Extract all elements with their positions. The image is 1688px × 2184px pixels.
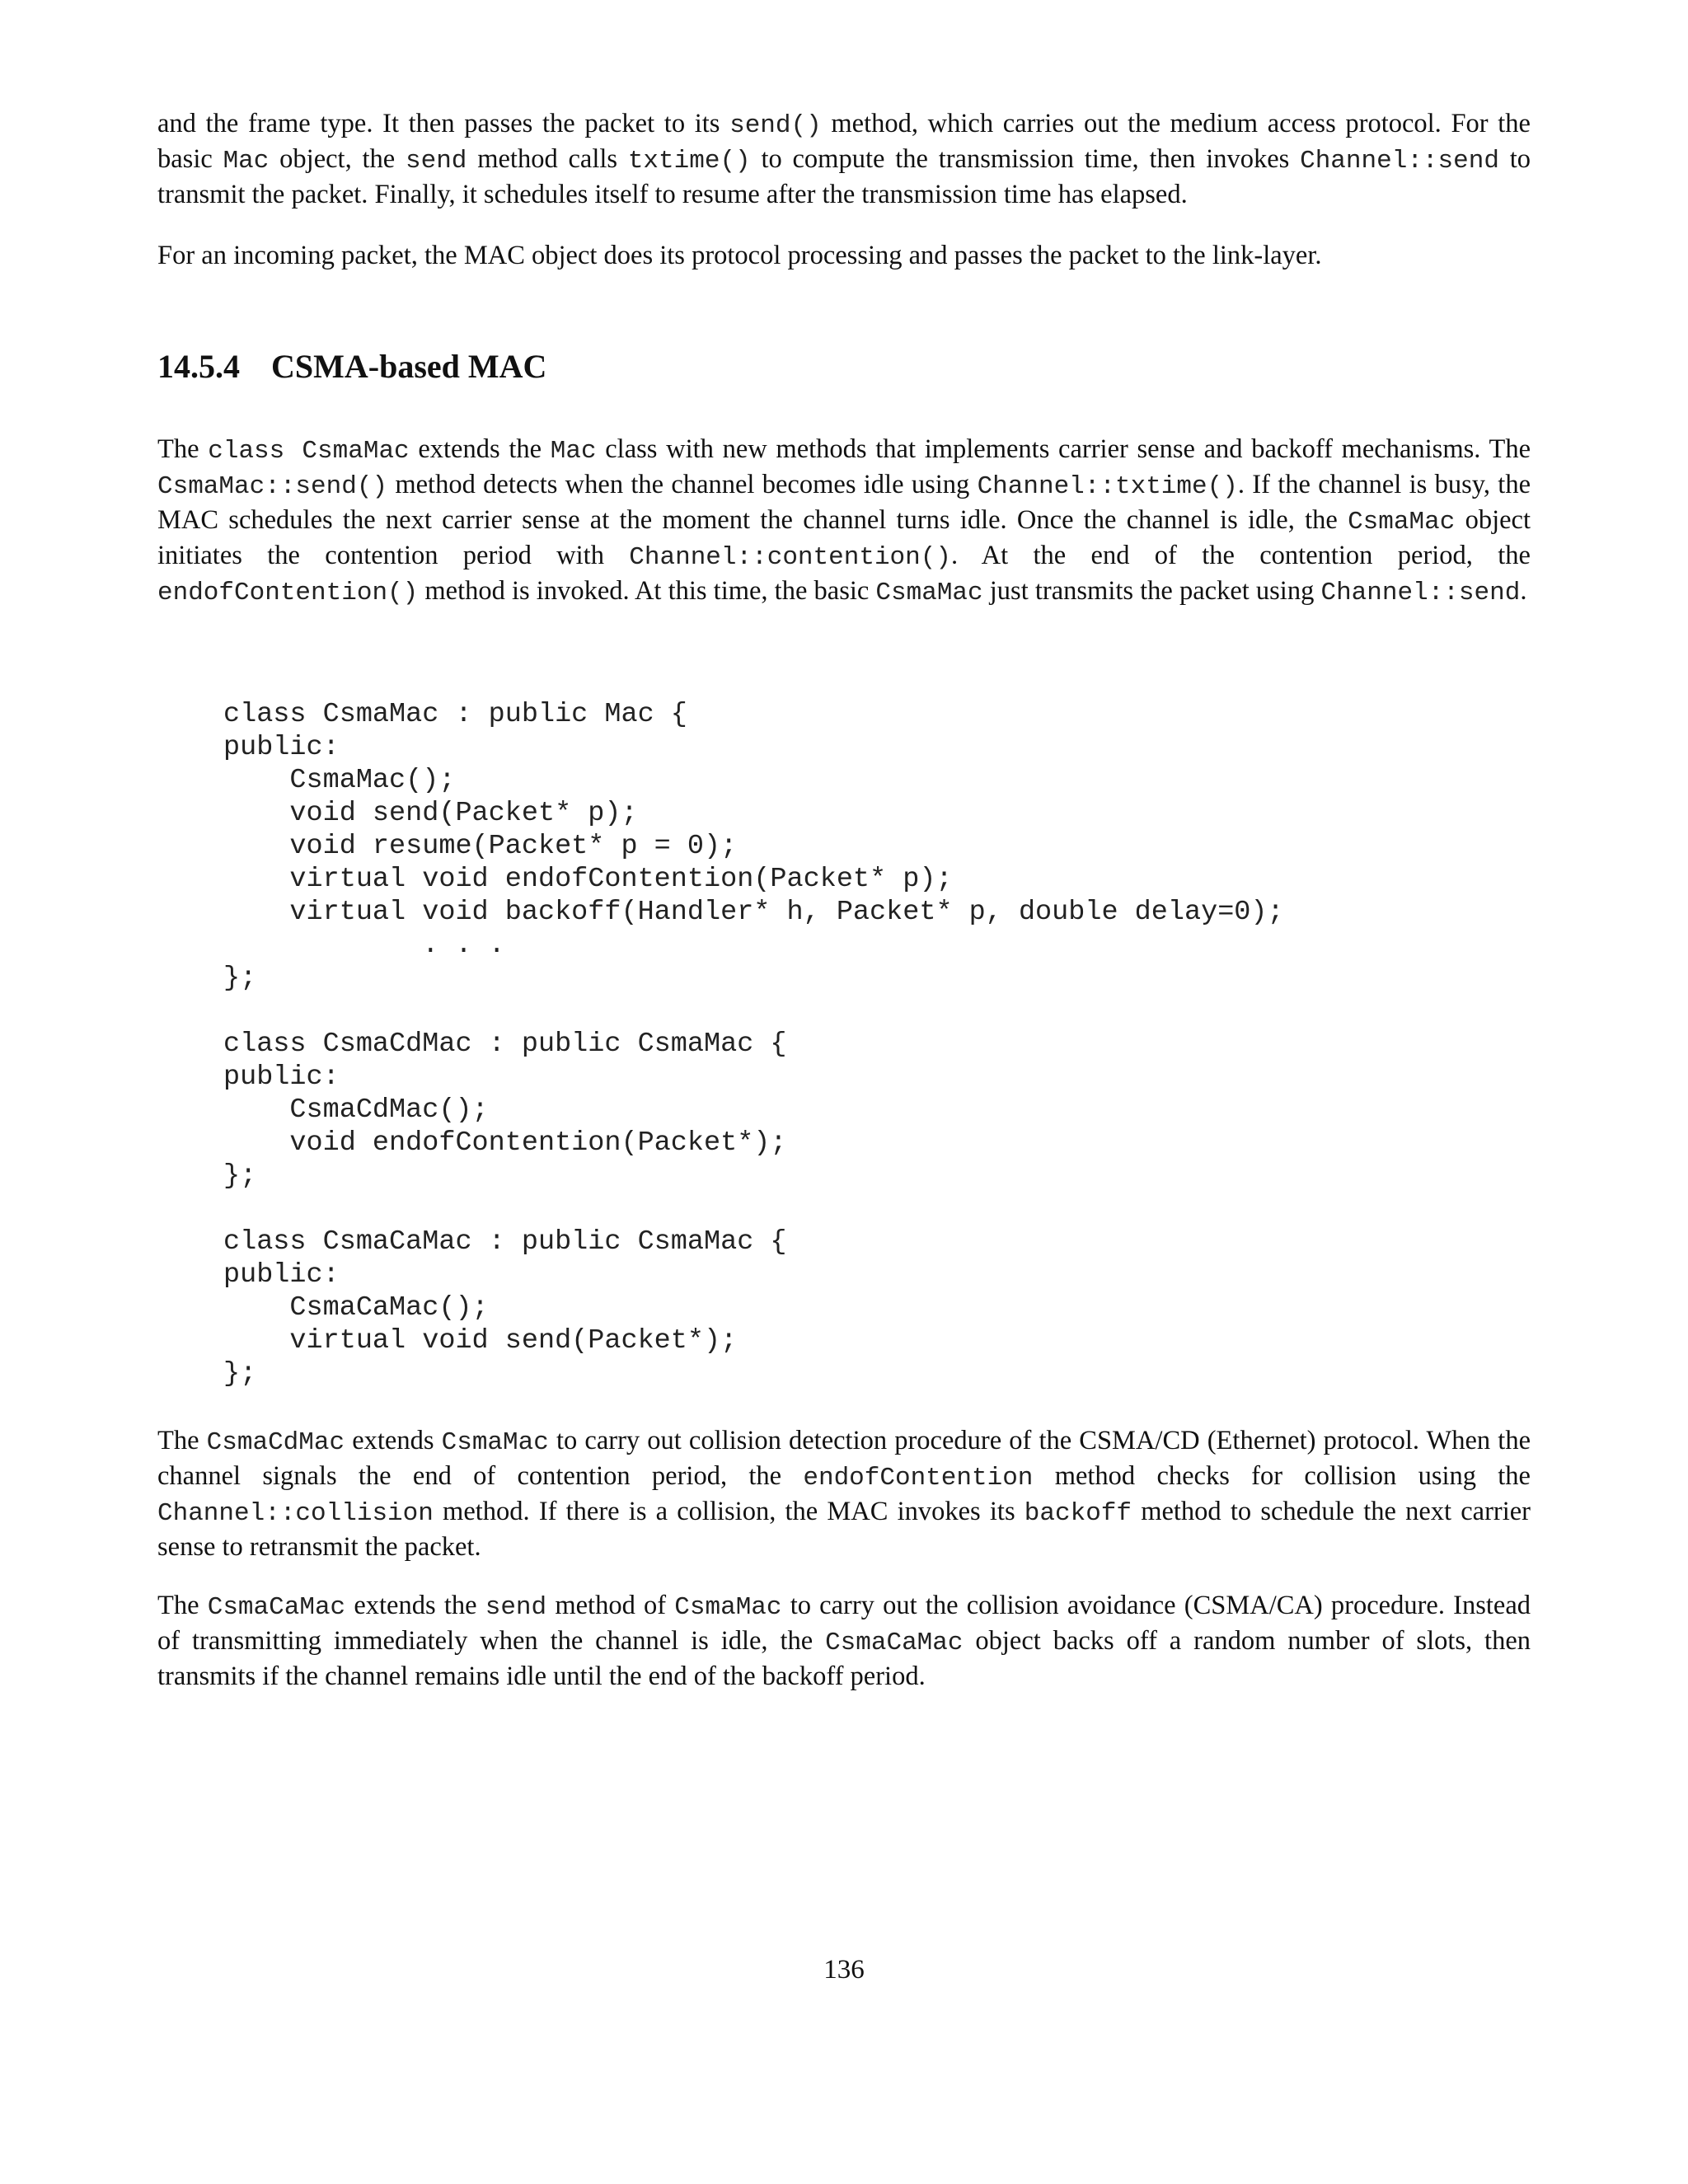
page-number: 136 [823, 1955, 865, 1985]
inline-code: Channel::send [1300, 147, 1499, 176]
section-number: 14.5.4 [157, 348, 240, 385]
inline-code: Mac [550, 437, 597, 466]
inline-code: CsmaCaMac [207, 1593, 346, 1622]
inline-code: CsmaCaMac [825, 1629, 964, 1657]
text-run: The [157, 1591, 208, 1620]
inline-code: CsmaMac [441, 1428, 549, 1457]
text-run: class with new methods that implements carrier sense and backoff mechanisms. The [596, 434, 1538, 464]
text-run: method is invoked. At this time, the basic [418, 576, 876, 606]
code-line: void resume(Packet* p = 0); [223, 831, 738, 862]
inline-code: send [406, 147, 467, 176]
text-run: and the frame type. It then passes the packet to its [157, 109, 730, 138]
code-line: void endofContention(Packet*); [223, 1127, 787, 1159]
inline-code: CsmaMac [875, 579, 983, 607]
section-title: CSMA-based MAC [271, 348, 547, 385]
code-line: void send(Packet* p); [223, 798, 638, 829]
section-heading [157, 346, 546, 387]
text-run: object, the [269, 144, 406, 174]
text-run: method checks for collision using the [1033, 1461, 1538, 1491]
inline-code: class CsmaMac [208, 437, 410, 466]
inline-code: CsmaMac [1348, 508, 1456, 537]
text-run: object initiates the contention period with [157, 505, 1538, 570]
code-line: CsmaMac(); [223, 765, 456, 796]
paragraph-csmacdmac-description [157, 1424, 1538, 1563]
text-run: object backs off a random number of slots, then transmits if the channel remains idle until the end of the backoff period. [157, 1626, 1538, 1691]
code-line: class CsmaMac : public Mac { [223, 699, 687, 730]
text-run: method detects when the channel becomes idle using [387, 470, 978, 499]
text-run: . If the channel is busy, the MAC schedules the next carrier sense at the moment the channel turns idle. Once the channel is idle, the [157, 470, 1538, 535]
inline-code: endofContention() [157, 579, 419, 607]
text-run: . [1520, 576, 1527, 606]
code-line: virtual void backoff(Handler* h, Packet* p, double delay=0); [223, 897, 1284, 928]
text-run: extends the [409, 434, 551, 464]
paragraph-frame-type [157, 107, 1538, 211]
code-line: }; [223, 1160, 257, 1192]
text-run: to compute the transmission time, then invokes [750, 144, 1301, 174]
text-run: method. If there is a collision, the MAC invokes its [433, 1497, 1025, 1526]
code-line: virtual void send(Packet*); [223, 1325, 738, 1357]
inline-code: Channel::txtime() [977, 472, 1238, 501]
text-run: to carry out the collision avoidance (CSMA/CA) procedure. Instead of transmitting immediately when the channel is idle, the [157, 1591, 1538, 1656]
inline-code: send() [729, 111, 822, 140]
text-run: The [157, 1426, 207, 1455]
text-run: method to schedule the next carrier sense to retransmit the packet. [157, 1497, 1538, 1562]
code-line: public: [223, 1062, 340, 1093]
text-run: method calls [467, 144, 628, 174]
text-run: The [157, 434, 209, 464]
code-line: CsmaCdMac(); [223, 1094, 489, 1126]
inline-code: Channel::contention() [629, 543, 951, 572]
inline-code: endofContention [803, 1464, 1034, 1493]
code-line: }; [223, 1358, 257, 1390]
code-line: class CsmaCdMac : public CsmaMac { [223, 1029, 787, 1060]
text-run: to transmit the packet. Finally, it schedules itself to resume after the transmission time has elapsed. [157, 144, 1538, 209]
code-line [223, 1193, 1284, 1226]
code-block [223, 698, 1284, 1390]
text-run: extends the [345, 1591, 485, 1620]
text-run: . At the end of the contention period, the [950, 541, 1538, 570]
inline-code: txtime() [627, 147, 751, 176]
text-run: For an incoming packet, the MAC object does its protocol processing and passes the packet to the link-layer. [157, 241, 1322, 270]
code-line: . . . [223, 930, 505, 961]
code-line: CsmaCaMac(); [223, 1292, 489, 1324]
text-run: to carry out collision detection procedure of the CSMA/CD (Ethernet) protocol. When the channel signals the end of contention period, the [157, 1426, 1538, 1491]
inline-code: CsmaMac::send() [157, 472, 388, 501]
code-line [223, 995, 1284, 1028]
code-line: public: [223, 1259, 340, 1291]
text-run: method, which carries out the medium access protocol. For the basic [157, 109, 1538, 174]
code-line: }; [223, 963, 257, 994]
inline-code: Channel::send [1320, 579, 1521, 607]
inline-code: CsmaCdMac [206, 1428, 345, 1457]
text-run: method of [546, 1591, 675, 1620]
code-line: public: [223, 732, 340, 763]
paragraph-csmamac-description [157, 433, 1538, 610]
paragraph-csmacamac-description [157, 1589, 1538, 1693]
text-run: extends [345, 1426, 442, 1455]
inline-code: Mac [223, 147, 270, 176]
text-run: just transmits the packet using [982, 576, 1321, 606]
inline-code: CsmaMac [674, 1593, 782, 1622]
inline-code: backoff [1024, 1499, 1132, 1528]
inline-code: send [485, 1593, 547, 1622]
paragraph-incoming-packet [157, 239, 1531, 272]
code-line: virtual void endofContention(Packet* p); [223, 864, 953, 895]
code-line: class CsmaCaMac : public CsmaMac { [223, 1226, 787, 1258]
inline-code: Channel::collision [157, 1499, 434, 1528]
